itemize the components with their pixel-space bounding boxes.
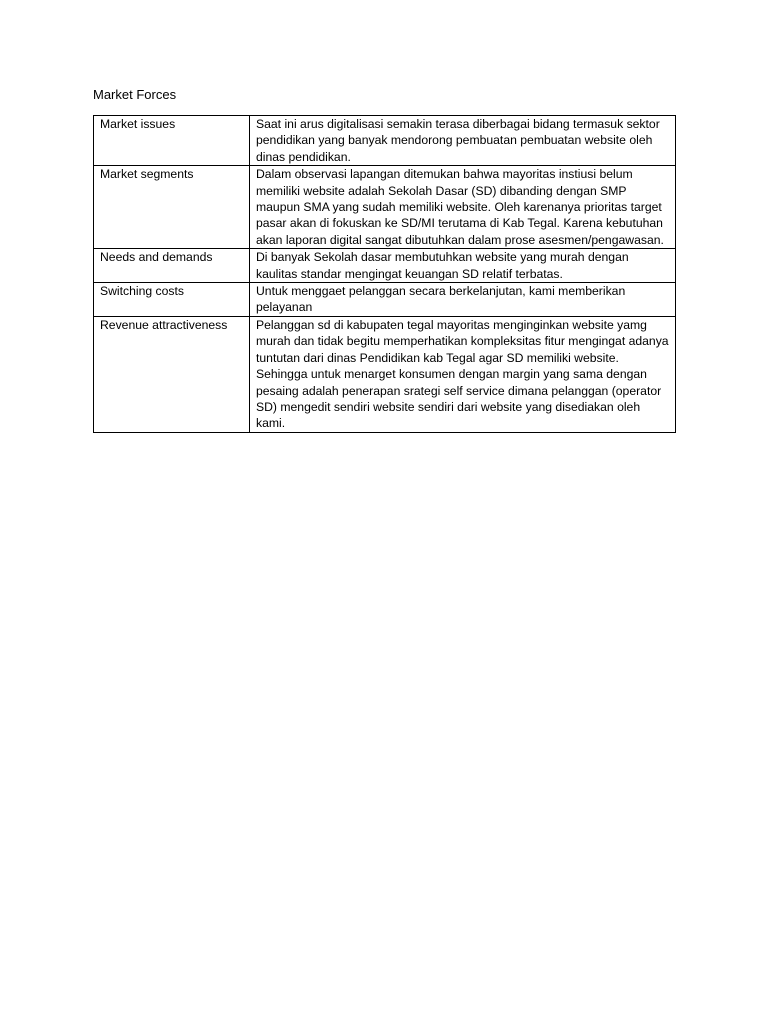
row-description: Dalam observasi lapangan ditemukan bahwa mayoritas instiusi belum memiliki website adalah Sekolah Dasar (SD) dibanding dengan SMP maupun SMA yang sudah memiliki website. Oleh karenanya prioritas target pasar akan di fokuskan ke SD/MI terutama di Kab Tegal. Karena kebutuhan akan laporan digital sangat dibutuhkan dalam prose asesmen/pengawasan. [250, 166, 676, 249]
table-row [94, 249, 676, 283]
table-row [94, 283, 676, 317]
row-description: Di banyak Sekolah dasar membutuhkan website yang murah dengan kaulitas standar mengingat keuangan SD relatif terbatas. [250, 249, 676, 283]
document-title: Market Forces [93, 87, 177, 102]
row-description: Saat ini arus digitalisasi semakin terasa diberbagai bidang termasuk sektor pendidikan yang banyak mendorong pembuatan pembuatan website oleh dinas pendidikan. [250, 116, 676, 166]
table-row [94, 116, 676, 166]
row-label: Switching costs [94, 283, 250, 317]
table-row [94, 316, 676, 432]
row-label: Market segments [94, 166, 250, 249]
row-label: Market issues [94, 116, 250, 166]
row-label: Needs and demands [94, 249, 250, 283]
market-forces-table [93, 115, 676, 433]
row-label: Revenue attractiveness [94, 316, 250, 432]
row-description: Untuk menggaet pelanggan secara berkelanjutan, kami memberikan pelayanan [250, 283, 676, 317]
row-description: Pelanggan sd di kabupaten tegal mayoritas menginginkan website yamg murah dan tidak begitu memperhatikan kompleksitas fitur mengingat adanya tuntutan dari dinas Pendidikan kab Tegal agar SD memiliki website. Sehingga untuk menarget konsumen dengan margin yang sama dengan pesaing adalah penerapan srategi self service dimana pelanggan (operator SD) mengedit sendiri website sendiri dari website yang disediakan oleh kami. [250, 316, 676, 432]
table-row [94, 166, 676, 249]
